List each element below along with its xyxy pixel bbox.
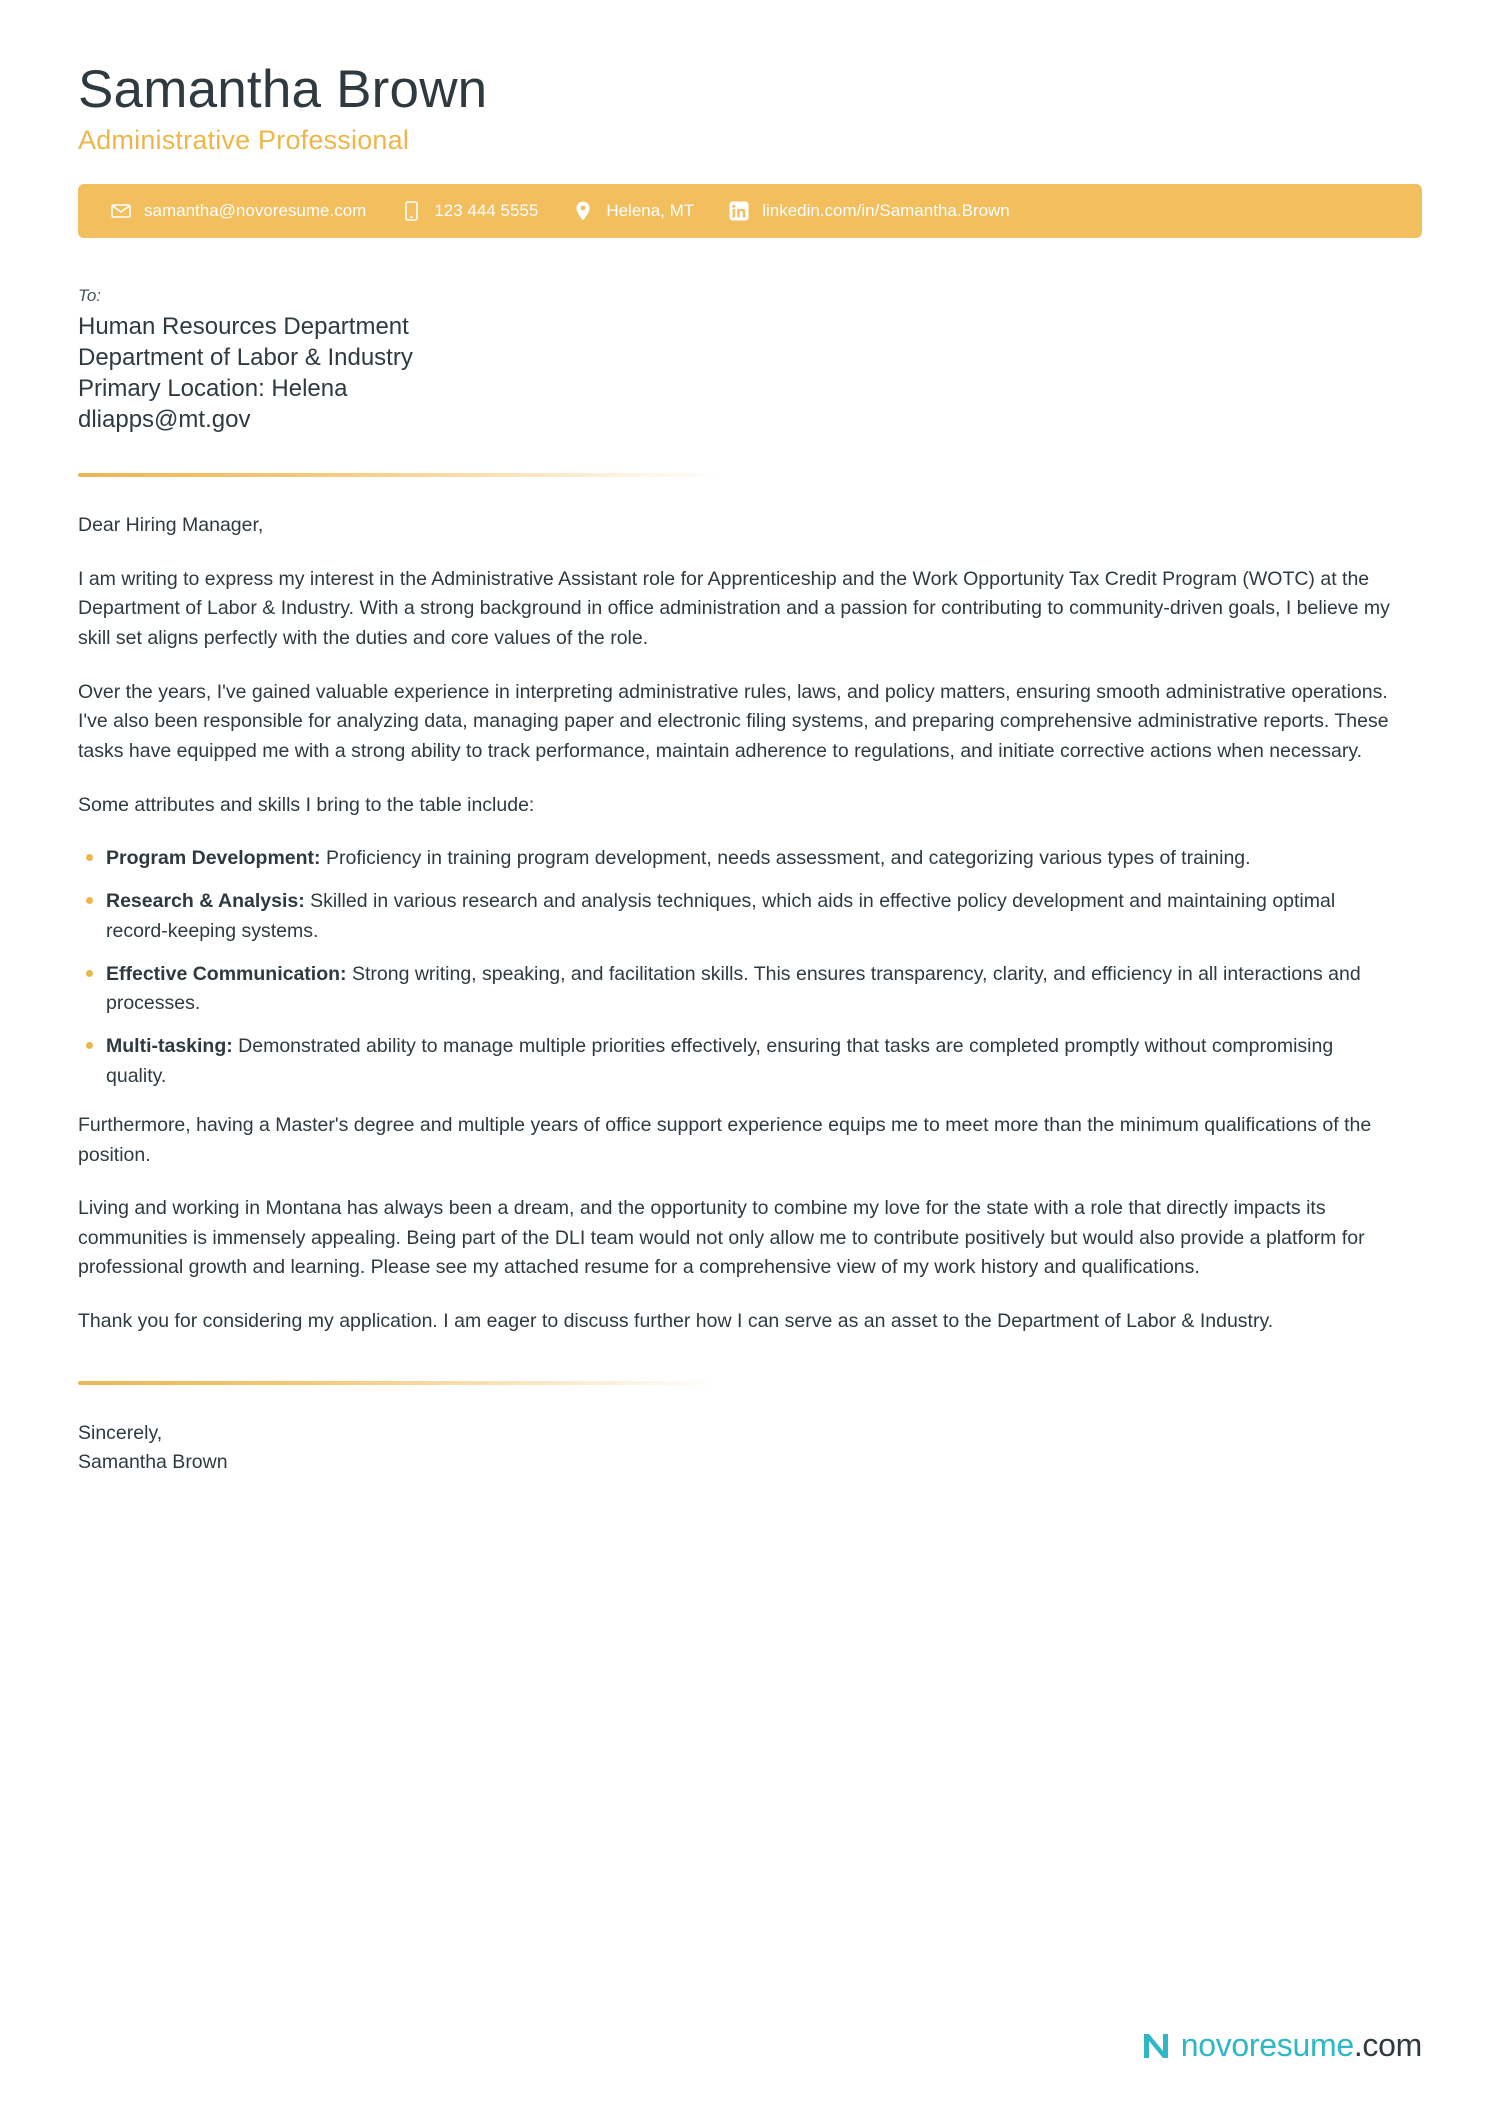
attribute-title: Research & Analysis: bbox=[106, 890, 305, 913]
contact-item-location[interactable] bbox=[554, 198, 710, 224]
list-item bbox=[78, 1032, 1398, 1091]
contact-location-label: Helena, MT bbox=[606, 201, 695, 221]
logo-text-brand: novoresume bbox=[1180, 2027, 1354, 2063]
closing-paragraph-3: Thank you for considering my application. I am eager to discuss further how I can serve as an asset to the Department of Labor & Industry. bbox=[78, 1310, 1274, 1333]
closing-paragraph-1: Furthermore, having a Master's degree and multiple years of office support experience equips me to meet more than the minimum qualifications of the position. bbox=[78, 1113, 1372, 1166]
recipient-line-1: Human Resources Department bbox=[78, 313, 409, 341]
attribute-text: Proficiency in training program development, needs assessment, and categorizing various types of training. bbox=[320, 847, 1251, 870]
logo-text-suffix: .com bbox=[1353, 2027, 1422, 2063]
envelope-icon bbox=[108, 198, 134, 224]
body-paragraph-3: Some attributes and skills I bring to the table include: bbox=[78, 793, 535, 816]
novoresume-mark-icon bbox=[1139, 2029, 1173, 2063]
novoresume-logo-text bbox=[1181, 2027, 1422, 2064]
contact-bar bbox=[78, 184, 1422, 238]
contact-item-email[interactable] bbox=[92, 198, 382, 224]
signature-name: Samantha Brown bbox=[78, 1450, 228, 1473]
recipient-line-3: Primary Location: Helena bbox=[78, 374, 348, 402]
linkedin-icon bbox=[726, 198, 752, 224]
body-paragraph-2: Over the years, I've gained valuable experience in interpreting administrative rules, laws, and policy matters, ensuring smooth administrative operations. I've also been responsible for analyzing data, managing paper and electronic filing systems, and preparing comprehensive administrative reports. These tasks have equipped me with a strong ability to track performance, maintain adherence to regulations, and initiate corrective actions when necessary. bbox=[78, 680, 1389, 762]
document-header bbox=[78, 0, 1422, 156]
attribute-text: Skilled in various research and analysis techniques, which aids in effective policy development and maintaining optimal record-keeping systems. bbox=[106, 890, 1336, 942]
contact-item-linkedin[interactable] bbox=[710, 198, 1026, 224]
attribute-title: Program Development: bbox=[106, 847, 321, 870]
recipient-line-2: Department of Labor & Industry bbox=[78, 344, 413, 372]
list-item bbox=[78, 844, 1398, 873]
list-item bbox=[78, 960, 1398, 1019]
letter-body bbox=[78, 511, 1422, 1337]
contact-email-label: samantha@novoresume.com bbox=[144, 201, 367, 221]
recipient-label: To: bbox=[78, 286, 102, 306]
location-pin-icon bbox=[570, 198, 596, 224]
attribute-title: Multi-tasking: bbox=[106, 1035, 233, 1058]
page-title: Samantha Brown bbox=[78, 60, 488, 119]
signature-closing: Sincerely, bbox=[78, 1421, 163, 1444]
list-item bbox=[78, 887, 1398, 946]
contact-phone-label: 123 444 5555 bbox=[434, 201, 539, 221]
attribute-text: Demonstrated ability to manage multiple priorities effectively, ensuring that tasks are completed promptly without compromising quality. bbox=[106, 1035, 1334, 1087]
professional-subtitle: Administrative Professional bbox=[78, 125, 410, 156]
body-paragraph-1: I am writing to express my interest in the Administrative Assistant role for Apprenticeship and the Work Opportunity Tax Credit Program (WOTC) at the Department of Labor & Industry. With a strong background in office administration and a passion for contributing to community-driven goals, I believe my skill set aligns perfectly with the duties and core values of the role. bbox=[78, 567, 1390, 650]
divider-bottom bbox=[78, 1381, 718, 1385]
attributes-list bbox=[78, 844, 1422, 1091]
attribute-title: Effective Communication: bbox=[106, 962, 347, 985]
attribute-text: Strong writing, speaking, and facilitation skills. This ensures transparency, clarity, and efficiency in all interactions and processes. bbox=[106, 962, 1361, 1015]
divider-top bbox=[78, 473, 718, 477]
contact-linkedin-label: linkedin.com/in/Samantha.Brown bbox=[762, 201, 1010, 221]
phone-icon bbox=[398, 198, 424, 224]
salutation: Dear Hiring Manager, bbox=[78, 514, 264, 537]
signature-block bbox=[78, 1419, 1422, 1478]
closing-paragraph-2: Living and working in Montana has always been a dream, and the opportunity to combine my love for the state with a role that directly impacts its communities is immensely appealing. Being part of the DLI team would not only allow me to contribute positively but would also provide a platform for professional growth and learning. Please see my attached resume for a comprehensive view of my work history and qualifications. bbox=[78, 1197, 1365, 1279]
recipient-block bbox=[78, 286, 1422, 435]
novoresume-logo[interactable] bbox=[1139, 2027, 1422, 2064]
recipient-email: dliapps@mt.gov bbox=[78, 405, 251, 433]
contact-item-phone[interactable] bbox=[382, 198, 554, 224]
